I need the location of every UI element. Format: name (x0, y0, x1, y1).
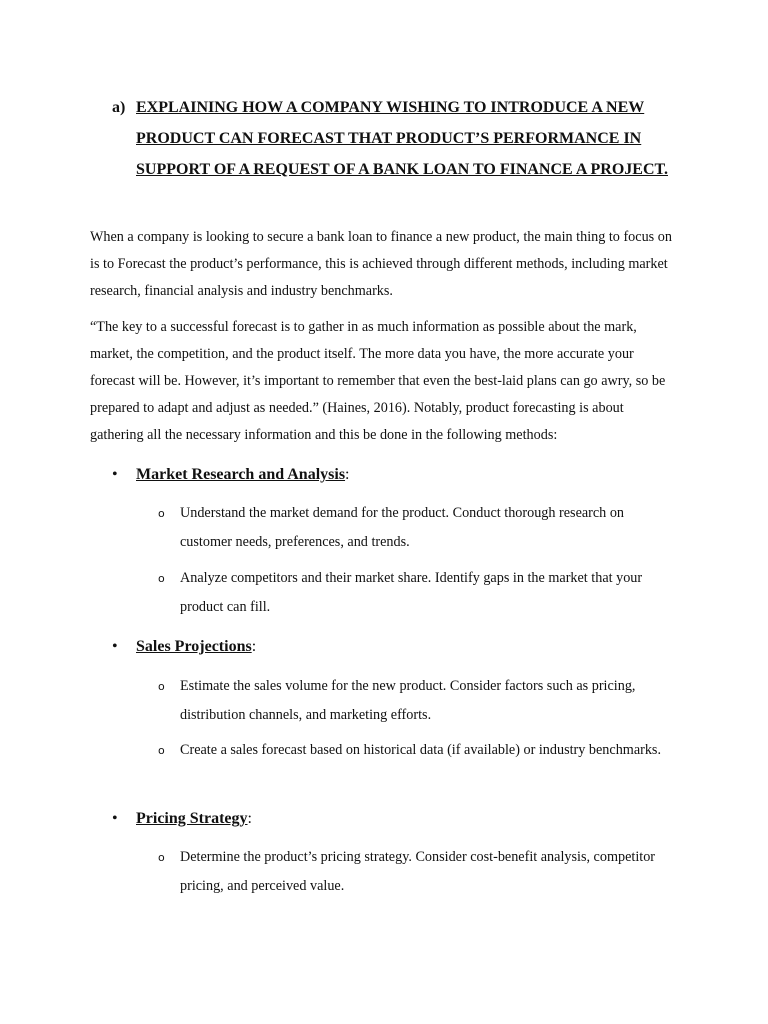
list-item-text: Create a sales forecast based on historical data (if available) or industry benchmarks. (180, 742, 662, 758)
bullet-suffix: : (345, 466, 350, 483)
bullet-title: Pricing Strategy (136, 810, 248, 827)
circle-bullet-icon: o (158, 851, 165, 864)
circle-bullet-icon: o (158, 680, 165, 693)
circle-bullet-icon: o (158, 507, 165, 520)
list-item-text: Determine the product’s pricing strategy. Consider cost-benefit analysis, competitor pricing, and perceived value. (180, 849, 656, 894)
intro-paragraph: When a company is looking to secure a bank loan to finance a new product, the main thing to focus on is to Forecast the product’s performance, this is achieved through different methods, including market research, financial analysis and industry benchmarks. (90, 229, 672, 299)
circle-bullet-icon: o (158, 744, 165, 757)
list-item-text: Estimate the sales volume for the new product. Consider factors such as pricing, distribution channels, and marketing efforts. (180, 678, 636, 723)
bullet-suffix: : (247, 810, 252, 827)
bullet-title: Sales Projections (136, 638, 252, 655)
heading-title: EXPLAINING HOW A COMPANY WISHING TO INTRODUCE A NEW PRODUCT CAN FORECAST THAT PRODUCT’S PERFORMANCE IN SUPPORT OF A REQUEST OF A BANK LOAN TO FINANCE A PROJECT. (136, 99, 668, 178)
bullet-icon: • (112, 638, 118, 655)
circle-bullet-icon: o (158, 572, 165, 585)
bullet-icon: • (112, 466, 118, 483)
quote-paragraph: “The key to a successful forecast is to gather in as much information as possible about the mark, market, the competition, and the product itself. The more data you have, the more accurate your forecast will be. However, it’s important to remember that even the best-laid plans can go awry, so be prepared to adapt and adjust as needed.” (Haines, 2016). Notably, product forecasting is about gathering all the necessary information and this be done in the following methods: (90, 319, 666, 443)
bullet-icon: • (112, 810, 118, 827)
bullet-suffix: : (251, 638, 257, 655)
bullet-title: Market Research and Analysis (136, 466, 346, 483)
list-item-text: Analyze competitors and their market share. Identify gaps in the market that your product can fill. (180, 570, 643, 615)
list-item-text: Understand the market demand for the product. Conduct thorough research on customer needs, preferences, and trends. (180, 505, 625, 550)
heading-marker: a) (112, 99, 126, 116)
